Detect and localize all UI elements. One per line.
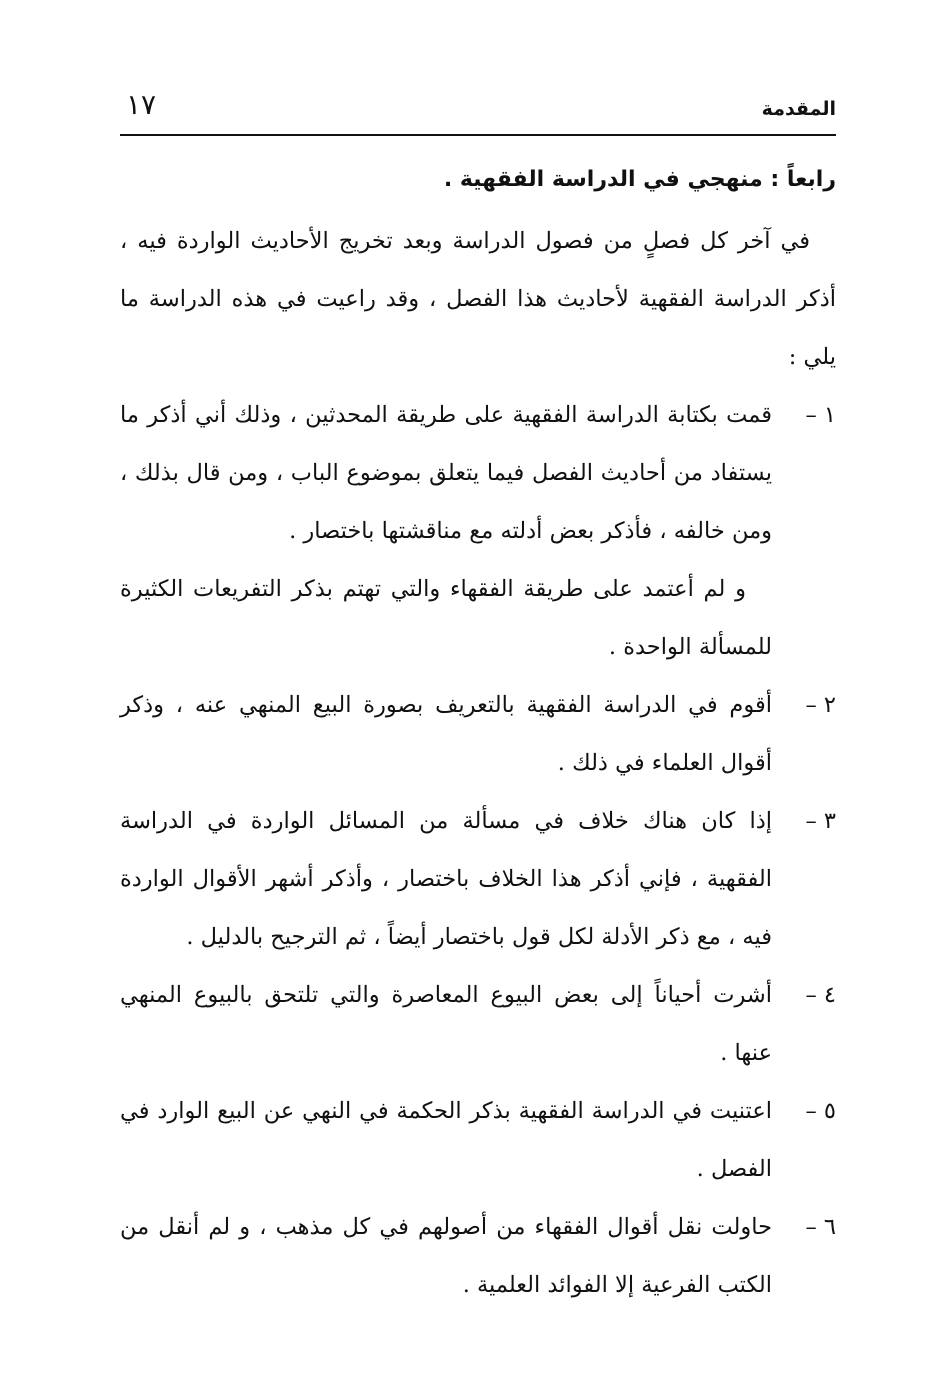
list-item-4 bbox=[120, 966, 836, 1082]
list-item-1 bbox=[120, 386, 836, 676]
list-item-text: إذا كان هناك خلاف في مسألة من المسائل الواردة في الدراسة الفقهية ، فإني أذكر هذا الخلاف باختصار ، وأذكر أشهر الأقوال الواردة فيه ، مع ذكر الأدلة لكل قول باختصار أيضاً ، ثم الترجيح بالدليل . bbox=[120, 808, 772, 950]
list-item-content bbox=[120, 386, 772, 676]
page-number: ١٧ bbox=[126, 88, 157, 121]
running-head: المقدمة bbox=[761, 98, 836, 120]
list-item-content bbox=[120, 676, 772, 792]
list-item-note: و لم أعتمد على طريقة الفقهاء والتي تهتم بذكر التفريعات الكثيرة للمسألة الواحدة . bbox=[120, 576, 772, 660]
list-item-text: قمت بكتابة الدراسة الفقهية على طريقة المحدثين ، وذلك أني أذكر ما يستفاد من أحاديث الفصل فيما يتعلق بموضوع الباب ، ومن قال بذلك ، ومن خالفه ، فأذكر بعض أدلته مع مناقشتها باختصار . bbox=[120, 402, 772, 544]
list-item-marker: ٣ – bbox=[805, 808, 836, 834]
list-item-text: حاولت نقل أقوال الفقهاء من أصولهم في كل مذهب ، و لم أنقل من الكتب الفرعية إلا الفوائد العلمية . bbox=[120, 1214, 772, 1298]
list-item-text: أشرت أحياناً إلى بعض البيوع المعاصرة والتي تلتحق بالبيوع المنهي عنها . bbox=[120, 982, 772, 1066]
list-item-6 bbox=[120, 1198, 836, 1314]
list-item-content bbox=[120, 792, 772, 966]
header-rule bbox=[120, 134, 836, 136]
page-header bbox=[120, 88, 836, 128]
list-item-text: اعتنيت في الدراسة الفقهية بذكر الحكمة في النهي عن البيع الوارد في الفصل . bbox=[120, 1098, 772, 1182]
list-item-content bbox=[120, 1198, 772, 1314]
list-item-marker: ٤ – bbox=[805, 982, 836, 1008]
intro-paragraph: في آخر كل فصلٍ من فصول الدراسة وبعد تخريج الأحاديث الواردة فيه ، أذكر الدراسة الفقهية لأحاديث هذا الفصل ، وقد راعيت في هذه الدراسة ما يلي : bbox=[120, 228, 836, 370]
list-item-5 bbox=[120, 1082, 836, 1198]
list-item-marker: ٥ – bbox=[805, 1098, 836, 1124]
list-item-3 bbox=[120, 792, 836, 966]
section-title: رابعاً : منهجي في الدراسة الفقهية . bbox=[443, 167, 836, 192]
list-item-content bbox=[120, 966, 772, 1082]
list-item-marker: ٢ – bbox=[805, 692, 836, 718]
list-item-text: أقوم في الدراسة الفقهية بالتعريف بصورة البيع المنهي عنه ، وذكر أقوال العلماء في ذلك . bbox=[120, 692, 772, 776]
list-item-content bbox=[120, 1082, 772, 1198]
list-item-2 bbox=[120, 676, 836, 792]
list-item-marker: ٦ – bbox=[805, 1214, 836, 1240]
list-item-marker: ١ – bbox=[805, 402, 836, 428]
page-body bbox=[120, 148, 836, 1314]
